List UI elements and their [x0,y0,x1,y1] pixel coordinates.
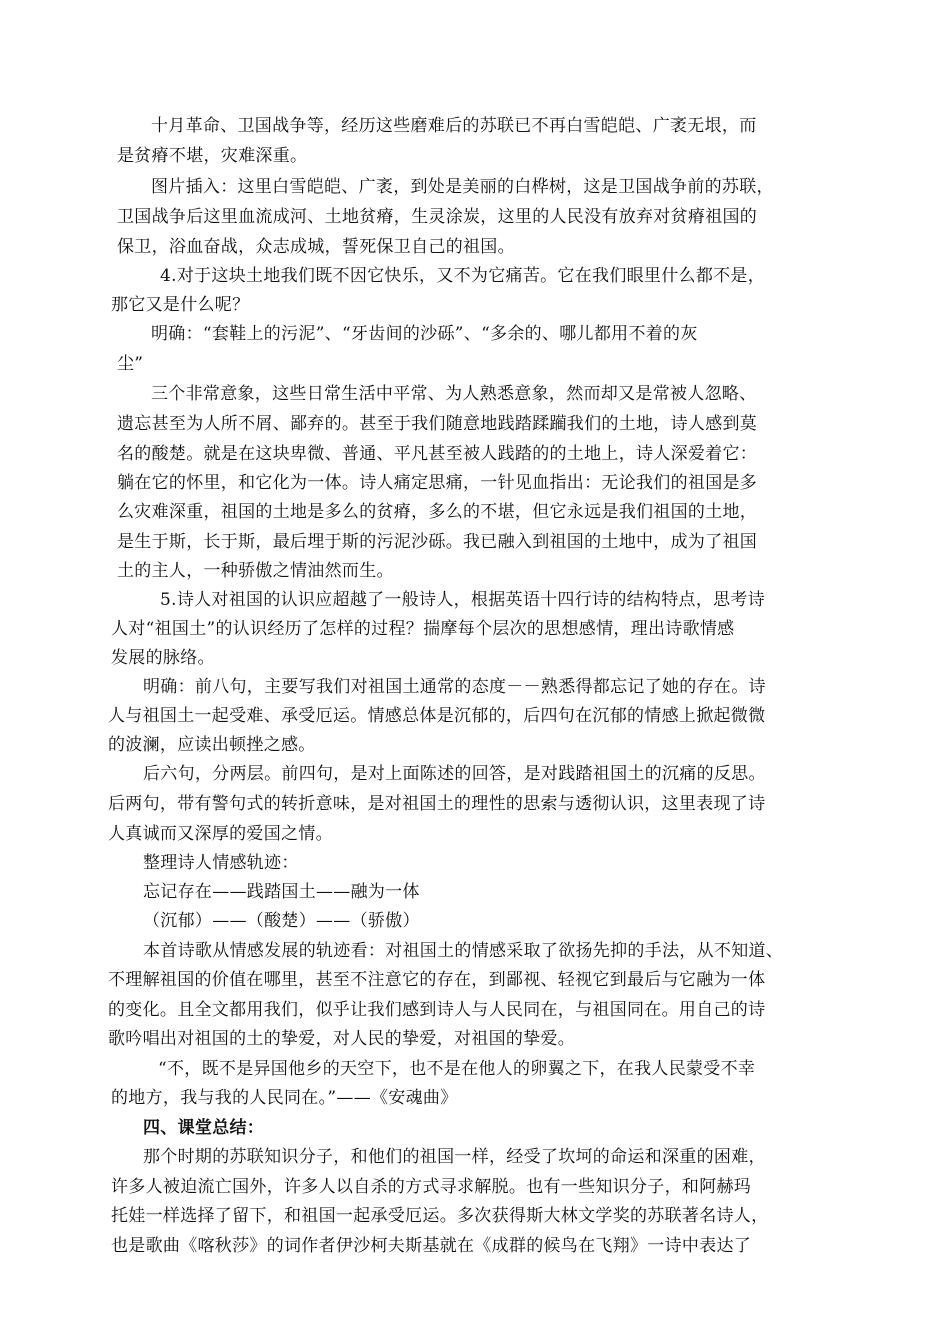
text-line: 尘” [117,354,144,374]
text-line: 是贫瘠不堪，灾难深重。 [117,146,308,166]
text-line: “不，既不是异国他乡的天空下，也不是在他人的卵翼之下，在我人民蒙受不幸 [158,1059,756,1079]
text-line: 整理诗人情感轨迹： [143,853,299,873]
text-line: 5.诗人对祖国的认识应超越了一般诗人，根据英语十四行诗的结构特点，思考诗 [160,590,766,610]
text-line: 人与祖国土一起受难、承受厄运。情感总体是沉郁的，后四句在沉郁的情感上掀起微微 [108,706,766,726]
text-line: 不理解祖国的价值在哪里，甚至不注意它的存在，到鄙视、轻视它到最后与它融为一体 [108,970,766,990]
text-line: （沉郁）——（酸楚）——（骄傲） [143,911,420,931]
text-line: 托娃一样选择了留下，和祖国一起承受厄运。多次获得斯大林文学奖的苏联著名诗人， [111,1206,769,1226]
text-line: 遗忘甚至为人所不屑、鄙弃的。甚至于我们随意地践踏蹂躏我们的土地，诗人感到莫 [117,414,758,434]
text-line: 躺在它的怀里，和它化为一体。诗人痛定思痛，一针见血指出：无论我们的祖国是多 [117,473,758,493]
text-line: 那个时期的苏联知识分子，和他们的祖国一样，经受了坎坷的命运和深重的困难， [143,1147,766,1167]
text-line: 人真诚而又深厚的爱国之情。 [108,824,333,844]
text-line: 明确：“套鞋上的污泥”、“牙齿间的沙砾”、“多余的、哪儿都用不着的灰 [151,324,698,344]
text-line: 许多人被迫流亡国外，许多人以自杀的方式寻求解脱。也有一些知识分子，和阿赫玛 [111,1177,752,1197]
text-line: 的波澜，应读出顿挫之感。 [108,735,316,755]
text-line: 三个非常意象，这些日常生活中平常、为人熟悉意象，然而却又是常被人忽略、 [151,384,757,404]
section-heading: 四、课堂总结： [143,1118,265,1138]
text-line: 卫国战争后这里血流成河、土地贫瘠，生灵涂炭，这里的人民没有放弃对贫瘠祖国的 [117,207,758,227]
text-line: 4.对于这块土地我们既不因它快乐，又不为它痛苦。它在我们眼里什么都不是， [160,266,766,286]
text-line: 么灾难深重，祖国的土地是多么的贫瘠，多么的不堪，但它永远是我们祖国的土地， [117,502,758,522]
text-line: 那它又是什么呢？ [111,295,250,315]
text-line: 后两句，带有警句式的转折意味，是对祖国土的理性的思索与透彻认识，这里表现了诗 [108,794,766,814]
text-line: 保卫，浴血奋战，众志成城，誓死保卫自己的祖国。 [117,237,515,257]
text-line: 名的酸楚。就是在这块卑微、普通、平凡甚至被人践踏的的土地上，诗人深爱着它： [117,444,758,464]
text-line: 也是歌曲《喀秋莎》的词作者伊沙柯夫斯基就在《成群的候鸟在飞翔》一诗中表达了 [111,1236,752,1256]
text-line: 明确：前八句，主要写我们对祖国土通常的态度－－熟悉得都忘记了她的存在。诗 [143,677,766,697]
text-line: 是生于斯，长于斯，最后埋于斯的污泥沙砾。我已融入到祖国的土地中，成为了祖国 [117,532,758,552]
text-line: 的地方，我与我的人民同在。”——《安魂曲》 [111,1088,458,1108]
text-line: 本首诗歌从情感发展的轨迹看：对祖国土的情感采取了欲扬先抑的手法，从不知道、 [143,941,784,961]
text-line: 人对“祖国土”的认识经历了怎样的过程？揣摩每个层次的思想感情，理出诗歌情感 [111,619,735,639]
text-line: 十月革命、卫国战争等，经历这些磨难后的苏联已不再白雪皑皑、广袤无垠，而 [151,116,757,136]
text-line: 的变化。且全文都用我们，似乎让我们感到诗人与人民同在，与祖国同在。用自己的诗 [108,1000,766,1020]
text-line: 后六句，分两层。前四句，是对上面陈述的回答，是对践踏祖国土的沉痛的反思。 [143,764,766,784]
text-line: 歌吟唱出对祖国的土的挚爱，对人民的挚爱，对祖国的挚爱。 [108,1029,576,1049]
text-line: 忘记存在——践踏国土——融为一体 [143,882,420,902]
text-line: 图片插入：这里白雪皑皑、广袤，到处是美丽的白桦树，这是卫国战争前的苏联， [151,177,774,197]
text-line: 土的主人，一种骄傲之情油然而生。 [117,561,394,581]
text-line: 发展的脉络。 [111,648,215,668]
